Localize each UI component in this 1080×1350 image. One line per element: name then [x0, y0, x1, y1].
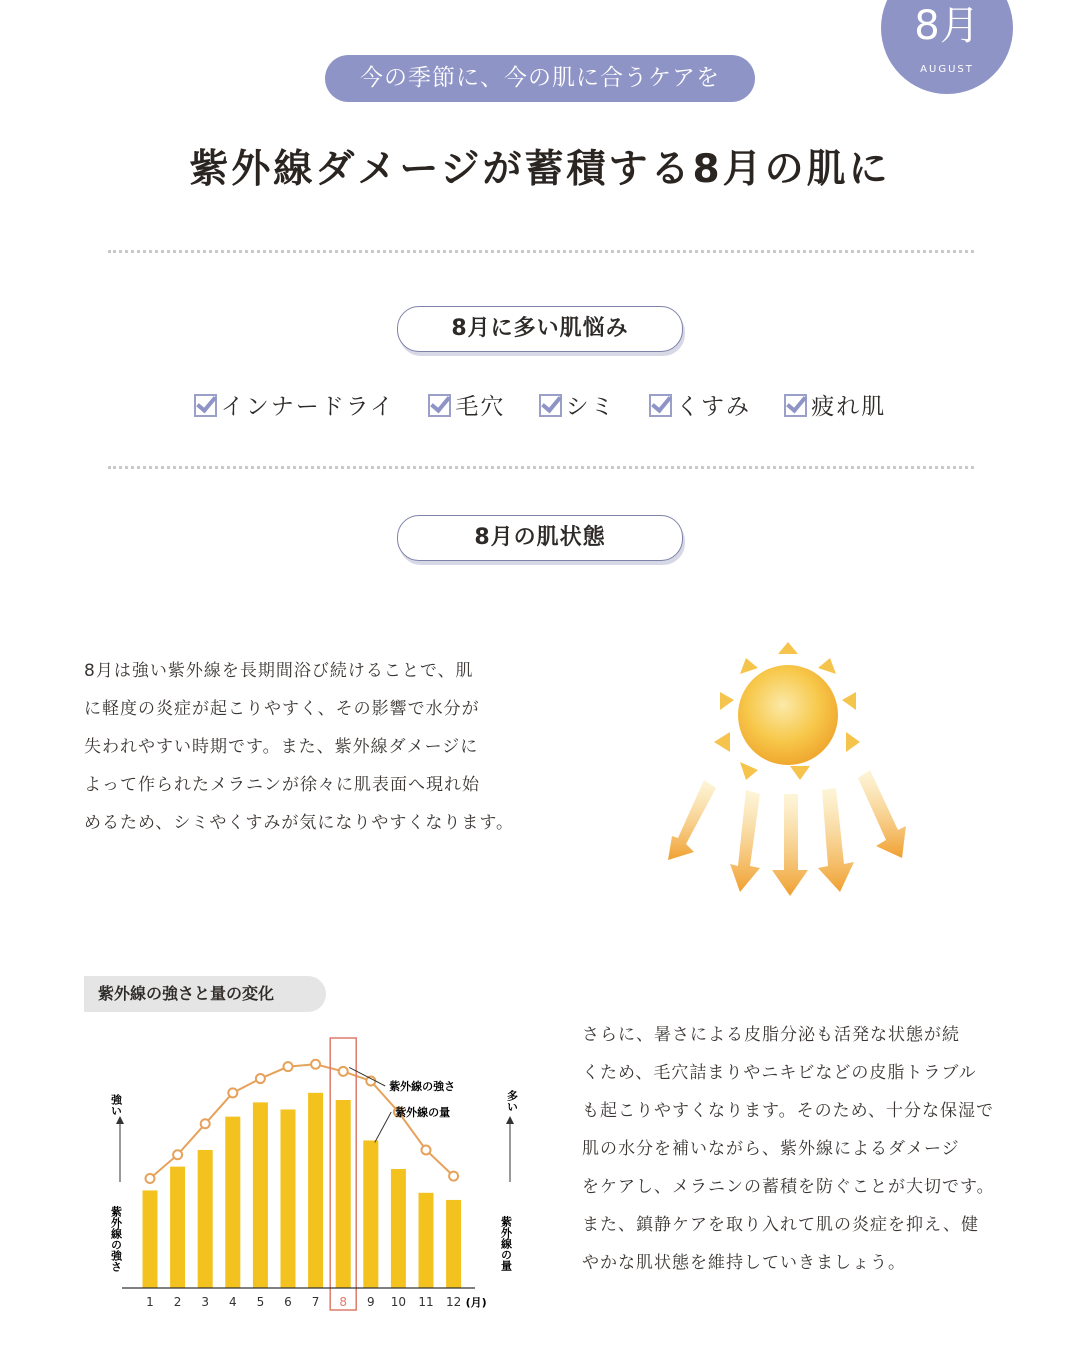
bar-month-8 — [336, 1100, 351, 1288]
x-tick-label: 7 — [311, 1295, 320, 1309]
sun-rays — [668, 770, 906, 896]
month-number: 8月 — [914, 3, 980, 49]
checkbox-icon — [428, 394, 451, 417]
bar-month-1 — [143, 1190, 158, 1288]
up-arrow-icon — [116, 1116, 124, 1124]
x-tick-label: 4 — [228, 1295, 237, 1309]
checkbox-icon — [194, 394, 217, 417]
strength-point-month-12 — [449, 1172, 458, 1181]
x-tick-label: 12 — [445, 1295, 462, 1309]
strength-point-month-7 — [311, 1060, 320, 1069]
x-tick-label: 6 — [284, 1295, 292, 1309]
bar-month-5 — [253, 1102, 268, 1288]
x-tick-label: 8 — [339, 1295, 348, 1309]
sun-icon — [650, 630, 930, 910]
strength-point-month-2 — [173, 1150, 182, 1159]
advice-paragraph — [582, 1016, 1022, 1282]
checkbox-icon — [539, 394, 562, 417]
bar-month-12 — [446, 1200, 461, 1288]
right-axis-label: 紫外線の量 — [499, 1216, 513, 1271]
bar-month-11 — [419, 1193, 434, 1288]
condition-title: 8月の肌状態 — [397, 515, 683, 561]
chart-title: 紫外線の強さと量の変化 — [84, 976, 326, 1012]
strength-point-month-6 — [284, 1062, 293, 1071]
left-axis-top: 強い — [109, 1094, 123, 1116]
concern-label: 毛穴 — [455, 394, 506, 420]
concern-item — [784, 388, 886, 421]
bar-month-10 — [391, 1169, 406, 1288]
concerns-list — [0, 388, 1080, 421]
right-axis-top: 多い — [505, 1090, 519, 1112]
checkbox-icon — [649, 394, 672, 417]
bar-group — [143, 1093, 462, 1288]
annotation-amount: 紫外線の量 — [395, 1106, 451, 1119]
x-tick-label: 10 — [390, 1295, 407, 1309]
up-arrow-icon — [506, 1116, 514, 1124]
checkbox-icon — [784, 394, 807, 417]
text-line: よって作られたメラニンが徐々に肌表面へ現れ始 — [84, 775, 480, 795]
text-line: 肌の水分を補いながら、紫外線によるダメージ — [582, 1139, 960, 1159]
strength-point-month-4 — [228, 1088, 237, 1097]
concern-label: インナードライ — [220, 394, 396, 420]
x-tick-labels — [146, 1295, 461, 1309]
sun-disc — [738, 665, 838, 765]
bar-month-2 — [170, 1167, 185, 1288]
line-group — [146, 1060, 459, 1183]
x-tick-label: 11 — [418, 1295, 434, 1309]
annotation-leader — [375, 1112, 391, 1142]
strength-point-month-11 — [422, 1145, 431, 1154]
x-tick-label: 1 — [146, 1295, 154, 1309]
text-line: めるため、シミやくすみが気になりやすくなります。 — [84, 813, 514, 833]
dotted-divider — [108, 466, 974, 469]
bar-month-4 — [225, 1117, 240, 1288]
text-line: やかな肌状態を維持していきましょう。 — [582, 1253, 906, 1273]
concern-label: シミ — [565, 394, 616, 420]
text-line: をケアし、メラニンの蓄積を防ぐことが大切です。 — [582, 1177, 995, 1197]
strength-point-month-9 — [366, 1076, 375, 1085]
concerns-title: 8月に多い肌悩み — [397, 306, 683, 352]
text-line: 失われやすい時期です。また、紫外線ダメージに — [84, 737, 479, 757]
concern-label: 疲れ肌 — [811, 394, 887, 420]
strength-point-month-8 — [339, 1067, 348, 1076]
tagline-pill: 今の季節に、今の肌に合うケアを — [325, 55, 755, 102]
bar-month-9 — [363, 1140, 378, 1288]
concern-item — [539, 388, 616, 421]
annotation-strength: 紫外線の強さ — [389, 1080, 456, 1093]
bar-month-6 — [281, 1110, 296, 1289]
month-badge — [881, 0, 1013, 94]
concern-item — [194, 388, 395, 421]
text-line: も起こりやすくなります。そのため、十分な保湿で — [582, 1101, 994, 1121]
concern-label: くすみ — [675, 394, 751, 420]
strength-point-month-5 — [256, 1074, 265, 1083]
x-unit-label: (月) — [465, 1296, 487, 1309]
text-line: また、鎮静ケアを取り入れて肌の炎症を抑え、健 — [582, 1215, 980, 1235]
page-title: 紫外線ダメージが蓄積する8月の肌に — [189, 147, 891, 192]
strength-point-month-1 — [146, 1174, 155, 1183]
uv-chart — [80, 1030, 530, 1320]
bar-month-7 — [308, 1093, 323, 1288]
x-tick-label: 2 — [173, 1295, 182, 1309]
text-line: 8月は強い紫外線を長期間浴び続けることで、肌 — [84, 661, 474, 681]
dotted-divider — [108, 250, 974, 253]
x-tick-label: 9 — [366, 1295, 375, 1309]
x-tick-label: 3 — [201, 1295, 210, 1309]
concern-item — [649, 388, 751, 421]
month-english: AUGUST — [920, 64, 974, 75]
concern-item — [428, 388, 505, 421]
bar-month-3 — [198, 1150, 213, 1288]
strength-point-month-3 — [201, 1119, 210, 1128]
x-tick-label: 5 — [256, 1295, 265, 1309]
condition-paragraph — [84, 652, 514, 842]
text-line: に軽度の炎症が起こりやすく、その影響で水分が — [84, 699, 480, 719]
text-line: さらに、暑さによる皮脂分泌も活発な状態が続 — [582, 1025, 960, 1045]
left-axis-label: 紫外線の強さ — [109, 1206, 123, 1272]
text-line: くため、毛穴詰まりやニキビなどの皮脂トラブル — [582, 1063, 977, 1083]
